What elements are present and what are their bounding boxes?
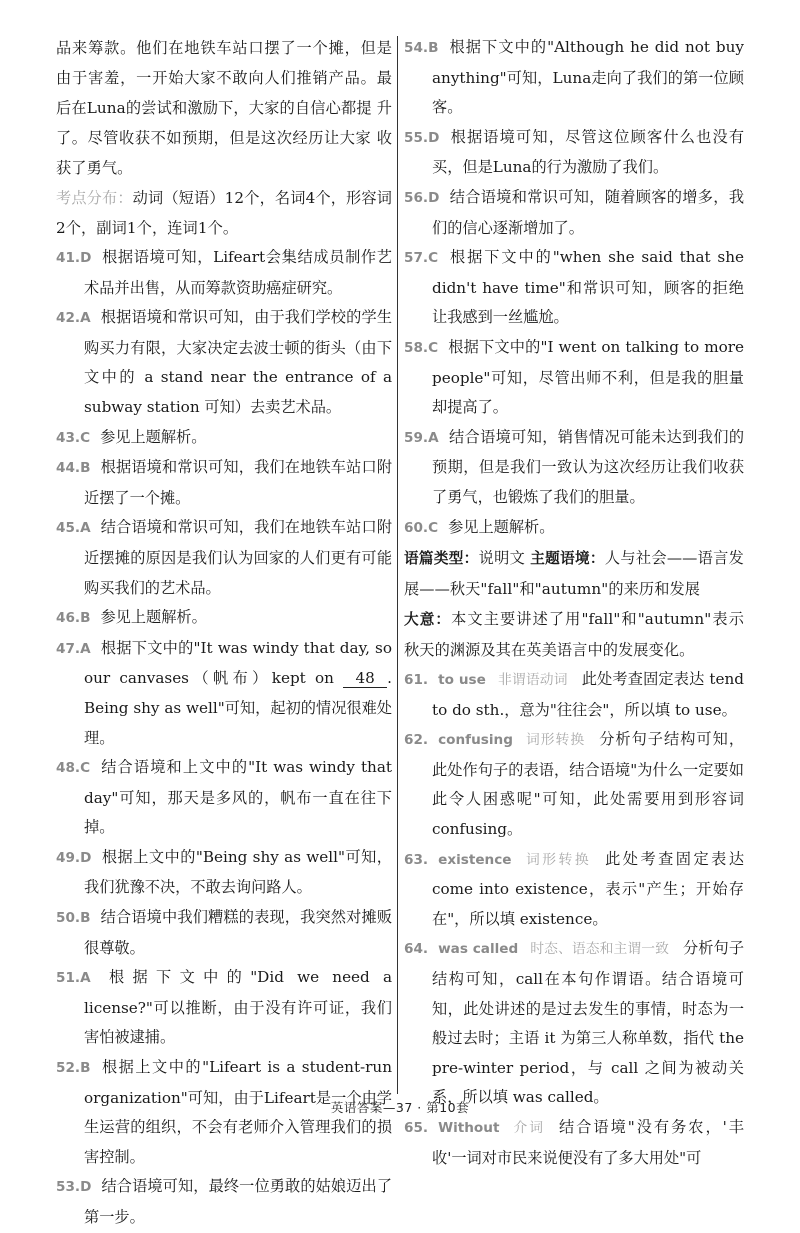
item-number: 48.C [56,760,91,777]
item-text: 结合语境可知，销售情况可能未达到我们的预期，但是我们一致认为这次经历让我们收获了勇气，也锻炼了我们的胆量。 [432,427,744,506]
grammar-tag: 词形转换 [524,732,586,749]
intro-line: 品来筹款。他们在地铁车站口摆了一个摊，但是 [56,39,392,57]
item-number: 57.C [404,250,439,267]
theme-label: 主题语境： [530,550,605,568]
right-column [404,33,744,1173]
answer-word: was called [438,941,519,958]
item-text: 分析句子结构可知，call在本句作谓语。结合语境可知，此处讲述的是过去发生的事情，时态为一般过去时；主语 it 为第三人称单数，指代 the pre-winter period，与 call 之间为被动关系，所以填 was called。 [432,939,745,1107]
item-number: 56.D [404,189,440,206]
intro-line: 后在Luna的尝试和激励下，大家的自信心都提 [56,99,372,117]
left-column [56,33,392,1233]
grammar-tag: 时态、语态和主谓一致 [530,941,670,958]
item-number: 62. [404,732,429,749]
answer-item [56,243,392,303]
item-text: 根据下文中的"Although he did not buy anything"可知，Luna走向了我们的第一位顾客。 [432,38,744,117]
passage-type-value: 说明文 [478,549,526,568]
item-number: 46.B [56,610,91,627]
intro-line: 升了。尽管收获不如预期，但是这次经历让大家 [56,99,393,147]
answer-item [404,183,744,243]
intro-paragraph [56,33,392,183]
intro-line: 由于害羞，一开始大家不敢向人们推销产品。最 [56,69,392,87]
item-text: 根据语境和常识可知，由于我们学校的学生购买力有限，大家决定去波士顿的街头（由下文中的 a stand near the entrance of a subway station 可知）去卖艺术品。 [84,308,392,416]
item-number: 43.C [56,429,91,446]
item-number: 50.B [56,910,91,927]
item-text: 根据语境可知，Lifeart会集结成员制作艺术品并出售，从而筹款资助癌症研究。 [84,248,392,297]
answer-word: confusing [438,732,513,749]
item-text: 根据语境可知，尽管这位顾客什么也没有买，但是Luna的行为激励了我们。 [432,127,744,177]
item-text: . Being shy as well"可知，起初的情况很难处理。 [84,669,392,747]
item-text: 结合语境可知，最终一位勇敢的姑娘迈出了第一步。 [84,1177,392,1226]
kaodian-label: 考点分布： [56,189,133,207]
item-number: 59.A [404,429,439,446]
answer-item [404,243,744,333]
item-text: 根据下文中的"Did we need a license?"可以推断，由于没有许可证，我们害怕被逮捕。 [84,968,392,1047]
answer-item [56,453,392,513]
item-number: 44.B [56,460,91,477]
fill-blank-list [404,665,744,1173]
answer-word: existence [438,851,512,868]
intro-line: 收获了勇气。 [56,129,392,177]
answer-item [56,753,392,843]
item-text: 结合语境和上文中的"It was windy that day"可知，那天是多风的，帆布一直在往下掉。 [84,758,392,837]
item-text: 此处考查固定表达 come into existence，表示"产生；开始存在"，所以填 existence。 [432,849,745,928]
item-number: 41.D [56,250,92,266]
item-text: 根据语境和常识可知，我们在地铁车站口附近摆了一个摊。 [84,458,392,507]
answer-word: Without [438,1120,500,1136]
answer-item [56,603,392,634]
item-text: 此处考查固定表达 tend to do sth.，意为"往往会"，所以填 to use。 [432,670,745,719]
theme-value: 人与社会——语言发展——秋天"fall"和"autumn"的来历和发展 [404,549,744,599]
item-text: 参见上题解析。 [100,608,207,627]
answer-item [56,1172,392,1232]
item-number: 53.D [56,1179,92,1196]
item-text: 分析句子结构可知，此处作句子的表语，结合语境"为什么一定要如此令人困惑呢"可知，此处需要用到形容词 confusing。 [432,730,744,839]
answer-item [56,903,392,963]
answer-item [56,963,392,1053]
item-number: 55.D [404,129,440,146]
answer-word: to use [438,672,486,689]
answer-item [56,303,392,422]
kaodian-text: 动词（短语）12个，名词4个，形容词2个，副词1个，连词1个。 [56,189,392,237]
answer-item [404,333,744,423]
page-footer: 英语答案—37 · 第10套 [330,1100,470,1115]
item-text: 结合语境和常识可知，我们在地铁车站口附近摆摊的原因是我们认为回家的人们更有可能购买我们的艺术品。 [84,518,392,597]
item-number: 64. [404,941,429,958]
right-answer-list [404,33,744,543]
fill-item [404,845,744,935]
item-text: 根据下文中的"when she said that she didn't have time"和常识可知，顾客的拒绝让我感到一丝尴尬。 [432,248,744,327]
column-divider [397,36,398,1094]
item-text: 参见上题解析。 [448,517,555,536]
item-text: 根据上文中的"Lifeart is a student-run organization"可知，由于Lifeart是一个由学生运营的组织，不会有老师介入管理我们的损害控制。 [84,1058,392,1166]
item-text: 结合语境和常识可知，随着顾客的增多，我们的信心逐渐增加了。 [432,187,744,237]
item-text: 参见上题解析。 [100,427,207,446]
item-number: 52.B [56,1060,91,1077]
answer-item [404,123,744,183]
passage-type-line [404,543,744,604]
item-number: 58.C [404,339,439,356]
blank-number: 48 [343,669,387,688]
item-text: 根据上文中的"Being shy as well"可知，我们犹豫不决，不敢去询问路人。 [84,847,392,897]
fill-item [404,1113,744,1173]
fill-item [404,934,744,1113]
fill-item [404,665,744,725]
grammar-tag: 介词 [511,1120,546,1136]
grammar-tag: 非谓语动词 [497,672,568,689]
item-text: 结合语境"没有务农，'丰收'一词对市民来说便没有了多大用处"可 [432,1118,744,1167]
left-answer-list [56,243,392,1233]
answer-item [56,843,392,903]
main-idea-text: 本文主要讲述了用"fall"和"autumn"表示秋天的渊源及其在英美语言中的发展变化。 [404,610,744,660]
main-idea [404,604,744,665]
item-number: 42.A [56,310,91,327]
answer-item [404,423,744,513]
item-text: 根据下文中的"I went on talking to more people"可知，尽管出师不利，但是我的胆量却提高了。 [432,337,744,417]
passage-type-label: 语篇类型： [404,550,479,568]
grammar-tag: 词形转换 [523,851,592,868]
item-number: 49.D [56,849,92,866]
item-number: 47.A [56,640,91,657]
main-idea-label: 大意： [404,611,452,629]
answer-item-47 [56,634,392,753]
answer-item [56,423,392,454]
item-number: 54.B [404,40,439,56]
item-number: 51.A [56,970,91,987]
answer-item [404,513,744,544]
kaodian-summary [56,183,392,243]
item-number: 45.A [56,520,91,537]
item-text: 根据下文中的"It was windy that day, so our canvases（帆布）kept on [84,638,392,688]
answer-item [56,513,392,603]
item-text: 结合语境中我们糟糕的表现，我突然对摊贩很尊敬。 [84,908,392,957]
item-number: 65. [404,1120,429,1136]
answer-item [404,33,744,123]
item-number: 63. [404,851,429,868]
fill-item [404,725,744,844]
item-number: 60.C [404,519,439,536]
item-number: 61. [404,672,429,689]
